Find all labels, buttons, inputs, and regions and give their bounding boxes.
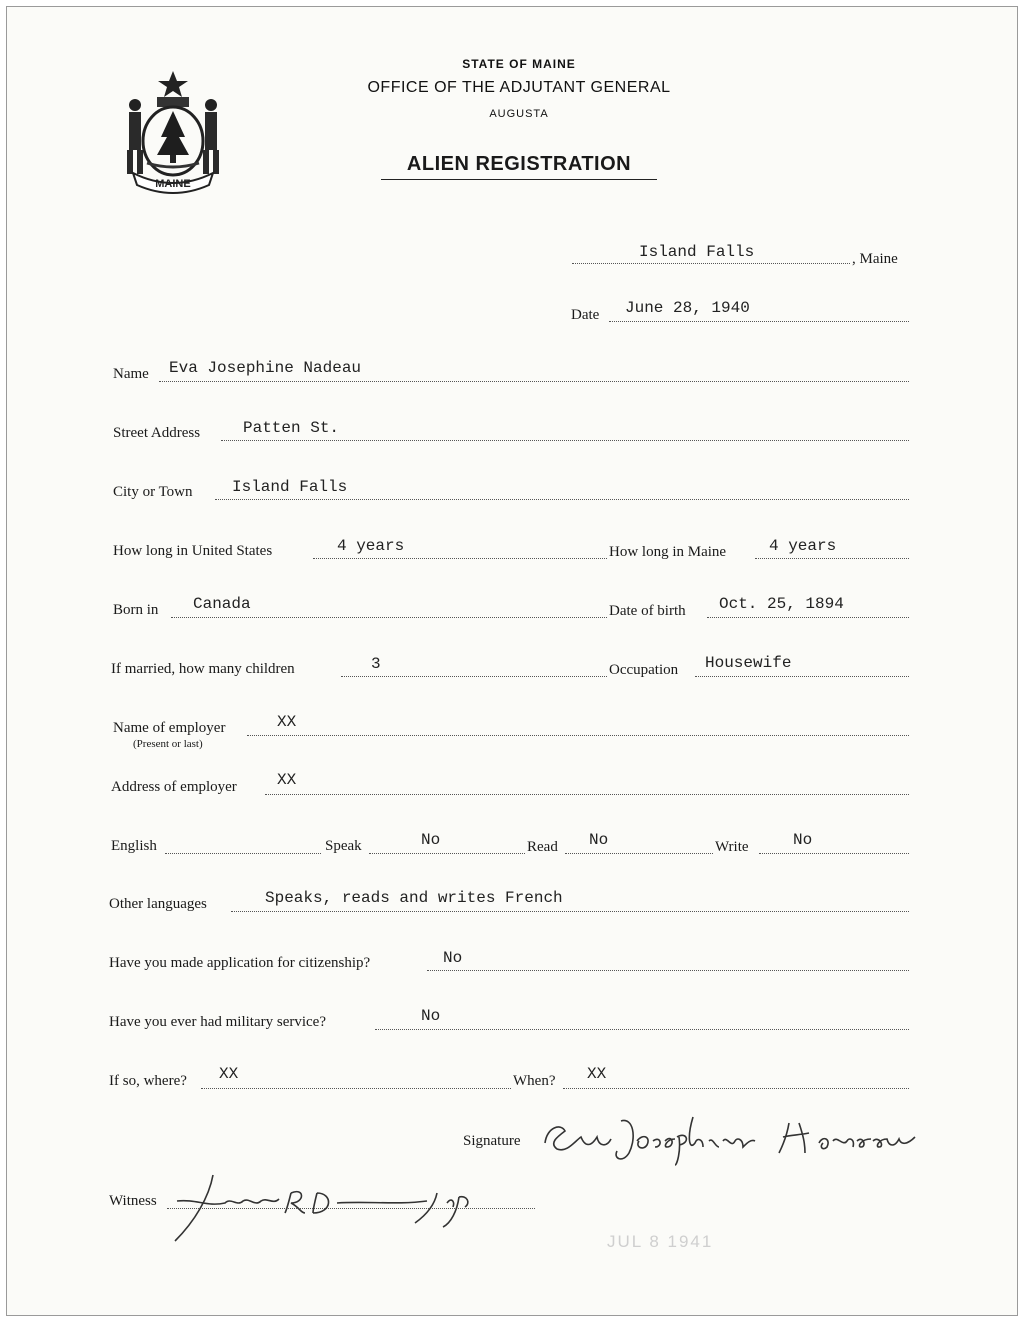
date-line [609, 321, 909, 322]
occupation-value: Housewife [705, 654, 792, 672]
handwritten-signature [537, 1107, 957, 1167]
street-label: Street Address [113, 425, 201, 441]
write-label: Write [715, 839, 749, 855]
where-line [201, 1088, 511, 1089]
employer-address-value: XX [277, 771, 297, 789]
employer-line [247, 735, 909, 736]
maine-duration-line [755, 558, 909, 559]
city-label: City or Town [113, 484, 193, 500]
place-line [572, 263, 850, 264]
header-office: OFFICE OF THE ADJUTANT GENERAL [367, 79, 671, 96]
military-line [375, 1029, 909, 1030]
read-label: Read [527, 839, 558, 855]
born-in-value: Canada [193, 595, 251, 613]
employer-note: (Present or last) [133, 738, 203, 750]
speak-value: No [421, 831, 441, 849]
military-value: No [421, 1007, 441, 1025]
occupation-line [695, 676, 909, 677]
date-label: Date [571, 307, 600, 323]
received-date-stamp: JUL 8 1941 [607, 1232, 714, 1251]
form-title: ALIEN REGISTRATION [381, 153, 657, 180]
name-value: Eva Josephine Nadeau [169, 359, 362, 377]
dob-value: Oct. 25, 1894 [719, 595, 844, 613]
born-in-line [171, 617, 607, 618]
city-line [215, 499, 909, 500]
street-value: Patten St. [243, 419, 340, 437]
handwritten-witness-signature [167, 1167, 507, 1247]
where-label: If so, where? [109, 1073, 187, 1089]
header-city: AUGUSTA [489, 108, 549, 120]
registration-form [6, 6, 1018, 1316]
children-label: If married, how many children [111, 661, 295, 677]
when-line [563, 1088, 909, 1089]
employer-label: Name of employer [113, 720, 226, 736]
citizenship-value: No [443, 949, 463, 967]
maine-duration-label: How long in Maine [609, 544, 727, 560]
place-value: Island Falls [639, 243, 755, 261]
born-in-label: Born in [113, 602, 159, 618]
date-value: June 28, 1940 [625, 299, 750, 317]
employer-address-label: Address of employer [111, 779, 237, 795]
signature-label: Signature [463, 1133, 521, 1149]
read-line [565, 853, 713, 854]
speak-line [369, 853, 525, 854]
dob-line [707, 617, 909, 618]
when-label: When? [513, 1073, 556, 1089]
children-line [341, 676, 607, 677]
citizenship-line [427, 970, 909, 971]
read-value: No [589, 831, 609, 849]
us-duration-label: How long in United States [113, 543, 273, 559]
speak-label: Speak [325, 838, 362, 854]
english-line [165, 853, 321, 854]
children-value: 3 [371, 655, 381, 673]
name-line [159, 381, 909, 382]
place-state-suffix: , Maine [852, 251, 898, 267]
header-state: STATE OF MAINE [462, 57, 576, 71]
seal-banner-text: MAINE [155, 178, 191, 190]
maine-duration-value: 4 years [769, 537, 837, 555]
other-languages-value: Speaks, reads and writes French [265, 889, 563, 907]
dob-label: Date of birth [609, 603, 686, 619]
english-label: English [111, 838, 157, 854]
employer-value: XX [277, 713, 297, 731]
us-duration-value: 4 years [337, 537, 405, 555]
street-line [221, 440, 909, 441]
when-value: XX [587, 1065, 607, 1083]
military-label: Have you ever had military service? [109, 1014, 326, 1030]
write-value: No [793, 831, 813, 849]
citizenship-label: Have you made application for citizenship? [109, 955, 371, 971]
name-label: Name [113, 366, 149, 382]
where-value: XX [219, 1065, 239, 1083]
other-languages-label: Other languages [109, 896, 207, 912]
witness-label: Witness [109, 1193, 157, 1209]
city-value: Island Falls [232, 478, 348, 496]
employer-address-line [265, 794, 909, 795]
write-line [759, 853, 909, 854]
us-duration-line [313, 558, 607, 559]
other-languages-line [231, 911, 909, 912]
occupation-label: Occupation [609, 662, 679, 678]
